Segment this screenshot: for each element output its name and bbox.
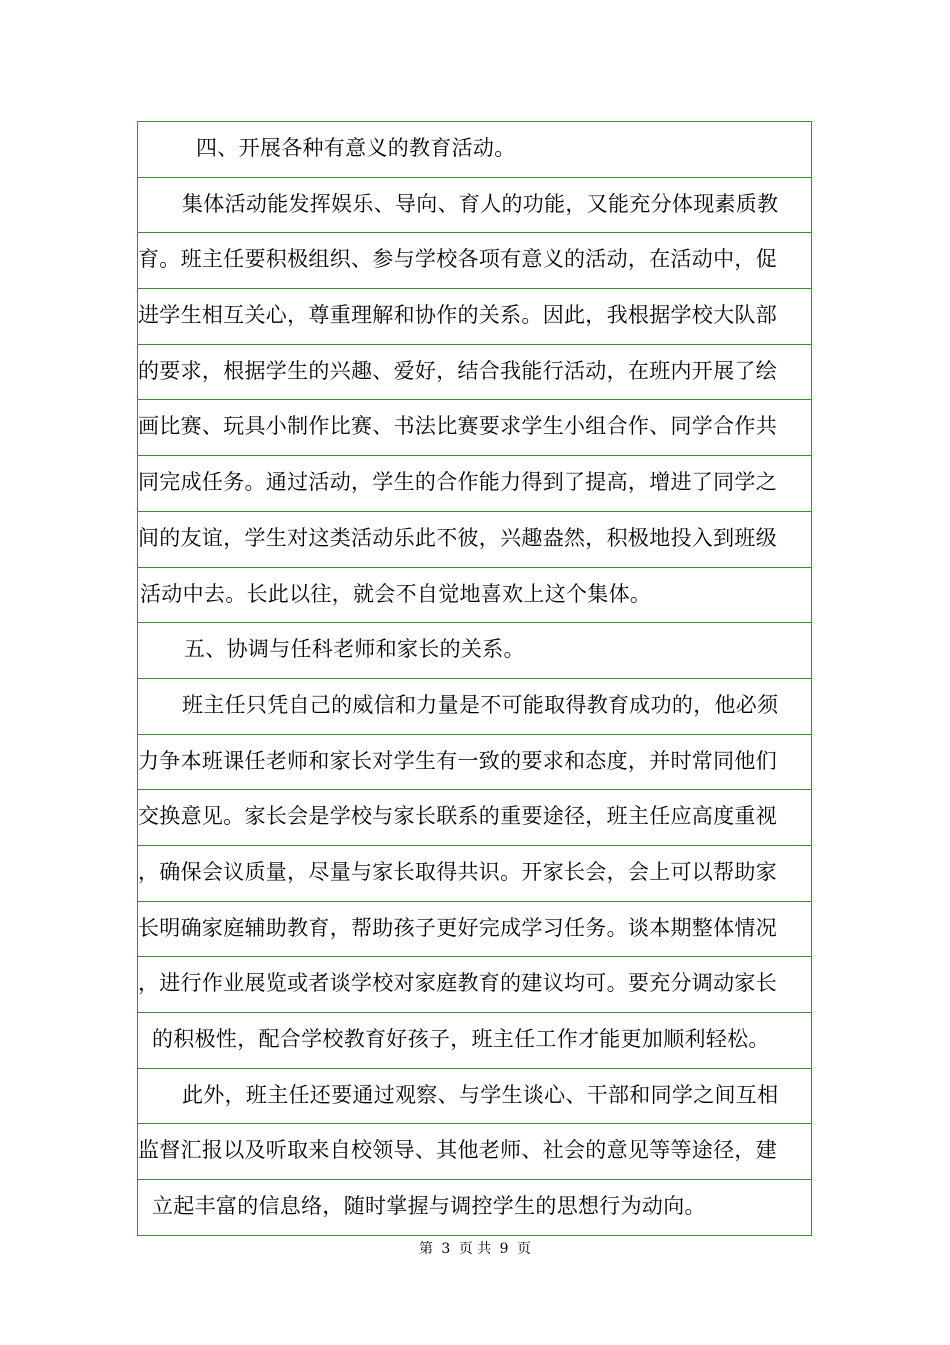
footer-middle: 页 共 — [458, 1241, 492, 1257]
text-line: ，进行作业展览或者谈学校对家庭教育的建议均可。要充分调动家长 — [138, 957, 811, 1013]
footer-prefix: 第 — [418, 1241, 433, 1257]
footer-current-page: 3 — [441, 1241, 451, 1257]
text-line: 画比赛、玩具小制作比赛、书法比赛要求学生小组合作、同学合作共 — [138, 400, 811, 456]
text-line: 监督汇报以及听取来自校领导、其他老师、社会的意见等等途径，建 — [138, 1124, 811, 1180]
footer-suffix: 页 — [517, 1241, 532, 1257]
text-line: 五、协调与任科老师和家长的关系。 — [138, 623, 811, 679]
text-line: 同完成任务。通过活动，学生的合作能力得到了提高，增进了同学之 — [138, 456, 811, 512]
text-line: ，确保会议质量，尽量与家长取得共识。开家长会，会上可以帮助家 — [138, 846, 811, 902]
page-footer — [0, 1238, 950, 1258]
text-line: 的要求，根据学生的兴趣、爱好，结合我能行活动，在班内开展了绘 — [138, 345, 811, 401]
footer-total-pages: 9 — [499, 1241, 509, 1257]
text-line: 进学生相互关心，尊重理解和协作的关系。因此，我根据学校大队部 — [138, 289, 811, 345]
text-line: 间的友谊，学生对这类活动乐此不彼，兴趣盎然，积极地投入到班级 — [138, 512, 811, 568]
text-line: 的积极性，配合学校教育好孩子，班主任工作才能更加顺利轻松。 — [138, 1013, 811, 1069]
text-line: 集体活动能发挥娱乐、导向、育人的功能，又能充分体现素质教 — [138, 178, 811, 234]
text-line: 长明确家庭辅助教育，帮助孩子更好完成学习任务。谈本期整体情况 — [138, 902, 811, 958]
text-line: 立起丰富的信息络，随时掌握与调控学生的思想行为动向。 — [138, 1180, 811, 1236]
text-line: 活动中去。长此以往，就会不自觉地喜欢上这个集体。 — [138, 568, 811, 624]
text-line: 力争本班课任老师和家长对学生有一致的要求和态度，并时常同他们 — [138, 735, 811, 791]
text-line: 育。班主任要积极组织、参与学校各项有意义的活动，在活动中，促 — [138, 233, 811, 289]
lined-text-box — [137, 121, 812, 1236]
text-line: 班主任只凭自己的威信和力量是不可能取得教育成功的，他必须 — [138, 679, 811, 735]
text-line: 交换意见。家长会是学校与家长联系的重要途径，班主任应高度重视 — [138, 790, 811, 846]
text-line: 此外，班主任还要通过观察、与学生谈心、干部和同学之间互相 — [138, 1069, 811, 1125]
text-line: 四、开展各种有意义的教育活动。 — [138, 122, 811, 178]
